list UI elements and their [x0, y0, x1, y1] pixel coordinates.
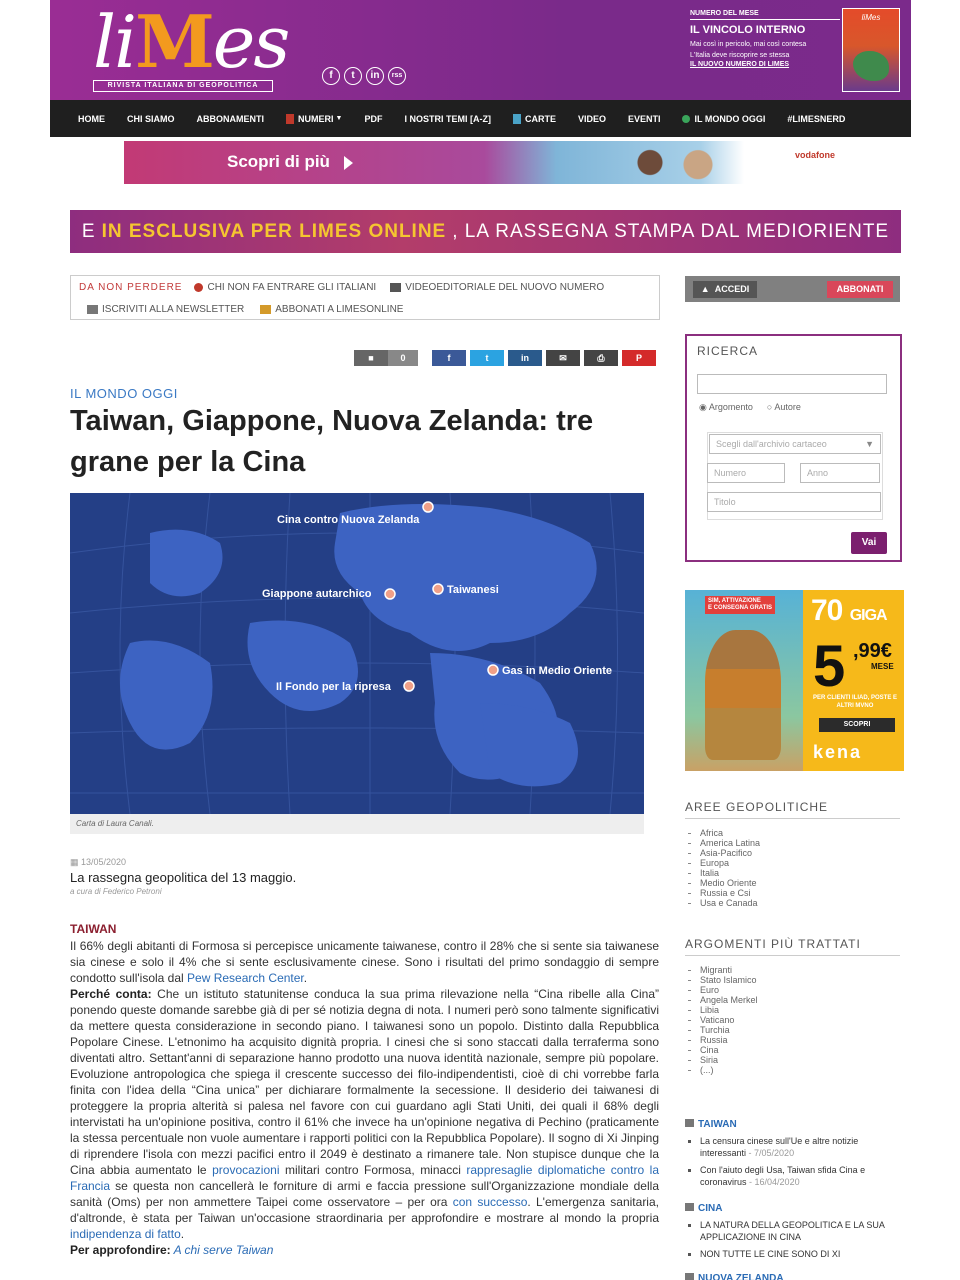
facebook-share-icon[interactable]: f	[432, 350, 466, 366]
area-item[interactable]: Usa e Canada	[700, 898, 760, 908]
topic-item[interactable]: Libia	[700, 1005, 758, 1015]
main-nav	[50, 100, 911, 137]
topic-item[interactable]: Angela Merkel	[700, 995, 758, 1005]
areas-list	[700, 828, 760, 908]
area-item[interactable]: Europa	[700, 858, 760, 868]
ad-mese: MESE	[871, 662, 894, 671]
topic-item[interactable]: Turchia	[700, 1025, 758, 1035]
globe-icon	[682, 115, 690, 123]
banner-photo	[586, 141, 746, 184]
chevron-down-icon: ▼	[865, 439, 874, 449]
map-label-gas: Gas in Medio Oriente	[502, 665, 613, 677]
related-news-item[interactable]: NON TUTTE LE CINE SONO DI XI	[700, 1248, 900, 1260]
share-bar	[354, 350, 656, 366]
film-icon	[390, 283, 401, 292]
area-item[interactable]: America Latina	[700, 838, 761, 848]
kena-logo: kena	[813, 742, 863, 762]
link-con-successo[interactable]: con successo	[452, 1195, 528, 1209]
number-input[interactable]: Numero	[707, 463, 785, 483]
pinterest-share-icon[interactable]: P	[622, 350, 656, 366]
paragraph-2: Perché conta: Che un istituto statunitense conduca la sua prima rilevazione nella “Cina ribelle alla Cina” ponendo queste domande sarebbe già di per sé notizia degna di nota. I numeri però sono talmente significativi da mettere questa considerazione in secondo piano. I taiwanesi sono un popolo. Distinto dalla Repubblica Popolare Cinese. L'etnonimo ha acquisito dignità propria. I cinesi che si sono staccati dalla terraferma sono diventati altro. Settant'anni di separazione hanno prodotto una nuova identità nazionale, sempre più popolare. Evoluzione antropologica che spiega il crescente successo dei filo-indipendentisti, cioè di chi vorrebbe farla finita con l'idea della “Cina unica” per dichiarare formalmente la secessione. Il desiderio dei taiwanesi di proteggere la propria alterità si palesa nel favore con cui guardano agli Stati Uniti, dei quali il 68% degli intervistati ha un'opinione positiva, contro il 61% che invece ha un'opinione negativa di Pechino (praticamente la stessa percentuale non vuole aumentare i rapporti politici con la Repubblica Popolare). Il sogno di Xi Jinping di riprendere l'isola con mezzi pacifici entro il 2049 è destinato a rimanere tale. Non stupisce dunque che la Cina abbia aumentato le provocazioni militari contro Formosa, minacci rappresaglie diplomatiche contro la Francia se questa non cancellerà le forniture di armi e faccia pressione sull'Organizzazione mondiale della sanità (Oms) per non ammettere Taipei come osservatore – per ora con successo. L'emergenza sanitaria, d'altronde, è stata per Taiwan un'occasione straordinaria per approfondire e mostrare al mondo la propria indipendenza di fatto.	[70, 987, 659, 1241]
map-label-taiwanesi: Taiwanesi	[447, 584, 499, 596]
issue-desc-2: L'Italia deve riscoprire se stessa	[690, 52, 790, 59]
article-map	[70, 493, 644, 814]
magazine-icon	[286, 114, 294, 124]
areas-title: AREE GEOPOLITICHE	[685, 800, 900, 819]
issue-desc-1: Mai così in pericolo, mai così contesa	[690, 41, 807, 48]
issue-cover-image[interactable]	[842, 8, 900, 92]
folder-icon	[685, 1119, 694, 1127]
print-icon[interactable]: ⎙	[584, 350, 618, 366]
title-input[interactable]: Titolo	[707, 492, 881, 512]
nav-abbonamenti[interactable]: ABBONAMENTI	[196, 113, 265, 124]
link-rappresaglie[interactable]: rappresaglie diplomatiche contro la Francia	[70, 1163, 659, 1193]
topic-item[interactable]: (...)	[700, 1065, 758, 1075]
search-box	[685, 334, 902, 562]
nav-mondo-oggi[interactable]: IL MONDO OGGI	[682, 114, 765, 124]
issue-title[interactable]: IL VINCOLO INTERNO	[690, 24, 806, 36]
radio-argomento[interactable]: ◉ Argomento	[699, 402, 753, 412]
link-a-chi-serve-taiwan[interactable]: A chi serve Taiwan	[170, 1243, 274, 1257]
login-bar	[685, 276, 900, 302]
logo-wordmark: liMes	[93, 0, 289, 84]
map-icon	[513, 114, 521, 124]
topics-list	[700, 965, 758, 1075]
nav-carte[interactable]: CARTE	[513, 114, 556, 124]
calendar-icon: ▦	[70, 857, 82, 867]
related-head-taiwan[interactable]: TAIWAN	[685, 1119, 737, 1130]
dnp-link-italiani[interactable]: CHI NON FA ENTRARE GLI ITALIANI	[207, 282, 377, 293]
article-date: ▦ 13/05/2020	[70, 857, 127, 867]
issue-label: NUMERO DEL MESE	[690, 10, 840, 20]
ad-scopri-button[interactable]: SCOPRI	[819, 718, 895, 732]
dnp-label: DA NON PERDERE	[79, 282, 183, 293]
user-icon: ▲	[700, 283, 710, 294]
map-label-fondo: Il Fondo per la ripresa	[276, 681, 391, 693]
area-item[interactable]: Africa	[700, 828, 760, 838]
article-category[interactable]: IL MONDO OGGI	[70, 386, 178, 401]
subscribe-icon	[260, 305, 271, 314]
topic-item[interactable]: Migranti	[700, 965, 758, 975]
banner2-pre: E	[81, 220, 96, 242]
area-item[interactable]: Medio Oriente	[700, 878, 760, 888]
banner-cta: Scopri di più	[227, 152, 330, 171]
section-heading-taiwan: TAIWAN	[70, 922, 117, 936]
related-news-item[interactable]: Con l'aiuto degli Usa, Taiwan sfida Cina e coronavirus - 16/04/2020	[700, 1164, 900, 1188]
topics-title: ARGOMENTI PIÙ TRATTATI	[685, 937, 900, 956]
link-provocazioni[interactable]: provocazioni	[212, 1163, 280, 1177]
comments-button[interactable]	[354, 350, 418, 366]
nav-video[interactable]: VIDEO	[577, 113, 606, 124]
cover-illustration	[853, 51, 889, 81]
paragraph-1: Il 66% degli abitanti di Formosa si percepisce unicamente taiwanese, contro il 28% che si sente sia taiwanese sia cinese e solo il 4% che si sente esclusivamente cinese. Sono i risultati del primo sondaggio di sempre condotto sull'isola dal Pew Research Center.	[70, 939, 659, 985]
related-news-item[interactable]: LA NATURA DELLA GEOPOLITICA E LA SUA APPLICAZIONE IN CINA	[700, 1219, 900, 1243]
subscribe-button[interactable]: ABBONATI	[827, 281, 893, 298]
map-caption: Carta di Laura Canali.	[70, 814, 644, 834]
ad-price: 5	[813, 634, 846, 699]
year-input[interactable]: Anno	[800, 463, 880, 483]
dnp-link-abbonati[interactable]: ABBONATI A LIMESONLINE	[275, 304, 404, 315]
world-map-graphic	[70, 493, 644, 814]
archive-select[interactable]: Scegli dall'archivio cartaceo ▼	[709, 434, 881, 454]
folder-icon	[685, 1203, 694, 1211]
topic-item[interactable]: Vaticano	[700, 1015, 758, 1025]
search-title: RICERCA	[697, 344, 759, 358]
topic-item[interactable]: Stato Islamico	[700, 975, 757, 985]
link-indipendenza[interactable]: indipendenza di fatto	[70, 1227, 181, 1241]
twitter-icon[interactable]: t	[344, 67, 362, 85]
radio-autore[interactable]: ○ Autore	[766, 402, 801, 412]
comments-count: 0	[388, 350, 418, 366]
linkedin-share-icon[interactable]: in	[508, 350, 542, 366]
vodafone-logo: vodafone	[794, 150, 835, 160]
newsletter-icon	[87, 305, 98, 314]
promo-banner-rassegna[interactable]	[70, 210, 901, 253]
login-button[interactable]: ▲ ACCEDI	[693, 281, 757, 298]
nav-chi-siamo[interactable]: CHI SIAMO	[127, 113, 175, 124]
topic-item[interactable]: Russia	[700, 1035, 758, 1045]
search-type-radios	[699, 402, 801, 413]
nav-eventi[interactable]: EVENTI	[627, 113, 661, 124]
ad-cents: ,99€	[853, 640, 892, 662]
chevron-down-icon: ▼	[335, 115, 343, 122]
ad-small-text: PER CLIENTI ILIAD, POSTE E ALTRI MVNO	[812, 695, 897, 709]
nav-pdf[interactable]: PDF	[364, 113, 383, 124]
da-non-perdere-box	[70, 275, 660, 320]
search-input[interactable]	[697, 374, 887, 394]
ad-kena-mobile[interactable]	[685, 590, 904, 771]
limes-logo[interactable]	[93, 0, 289, 89]
topic-item[interactable]: Euro	[700, 985, 758, 995]
related-head-cina[interactable]: CINA	[685, 1203, 722, 1214]
search-submit-button[interactable]: Vai	[851, 532, 887, 554]
area-item[interactable]: Russia e Csi	[700, 888, 760, 898]
ad-giga: 70 GIGA	[811, 594, 887, 627]
article-title: Taiwan, Giappone, Nuova Zelanda: tre grane per la Cina	[70, 405, 594, 478]
play-arrow-icon	[344, 156, 353, 170]
article-summary: La rassegna geopolitica del 13 maggio.	[70, 870, 297, 885]
paragraph-more: Per approfondire: A chi serve Taiwan	[70, 1243, 274, 1257]
ad-image	[685, 590, 803, 771]
no-entry-icon	[194, 283, 203, 292]
ad-banner-vodafone[interactable]	[124, 141, 845, 184]
comment-icon: ■	[368, 353, 374, 363]
issue-promo	[690, 10, 840, 68]
link-pew[interactable]: Pew Research Center	[187, 971, 304, 985]
nav-limesnerd[interactable]: #LIMESNERD	[787, 113, 846, 124]
issue-cta-link[interactable]: IL NUOVO NUMERO DI LIMES	[690, 61, 790, 68]
ad-mascot	[705, 630, 781, 760]
dnp-link-newsletter[interactable]: ISCRIVITI ALLA NEWSLETTER	[102, 304, 245, 315]
related-head-nz[interactable]: NUOVA ZELANDA	[685, 1273, 784, 1280]
article-body	[70, 938, 659, 1258]
folder-icon	[685, 1273, 694, 1280]
related-news-item[interactable]: La censura cinese sull'Ue e altre notizie interessanti - 7/05/2020	[700, 1135, 900, 1159]
dnp-link-videoeditoriale[interactable]: VIDEOEDITORIALE DEL NUOVO NUMERO	[405, 282, 605, 293]
area-item[interactable]: Asia-Pacifico	[700, 848, 760, 858]
facebook-icon[interactable]: f	[322, 67, 340, 85]
banner2-highlight: IN ESCLUSIVA PER LIMES ONLINE	[101, 220, 447, 242]
rss-icon[interactable]: rss	[388, 67, 406, 85]
logo-tagline: RIVISTA ITALIANA DI GEOPOLITICA	[93, 80, 273, 92]
map-label-nz: Cina contro Nuova Zelanda	[277, 514, 420, 526]
email-share-icon[interactable]: ✉	[546, 350, 580, 366]
site-header	[50, 0, 911, 100]
ad-tag: SIM, ATTIVAZIONE E CONSEGNA GRATIS	[705, 596, 775, 614]
nav-home[interactable]: HOME	[78, 113, 105, 124]
nav-numeri[interactable]: NUMERI ▼	[286, 114, 342, 124]
article-author: a cura di Federico Petroni	[70, 887, 162, 896]
social-links	[322, 67, 406, 85]
banner2-post: , LA RASSEGNA STAMPA DAL MEDIORIENTE	[452, 220, 890, 242]
nav-temi[interactable]: I NOSTRI TEMI [A-Z]	[404, 113, 491, 124]
twitter-share-icon[interactable]: t	[470, 350, 504, 366]
map-label-giappone: Giappone autarchico	[262, 588, 372, 600]
area-item[interactable]: Italia	[700, 868, 760, 878]
topic-item[interactable]: Cina	[700, 1045, 758, 1055]
topic-item[interactable]: Siria	[700, 1055, 758, 1065]
linkedin-icon[interactable]: in	[366, 67, 384, 85]
cover-logo: liMes	[861, 13, 881, 22]
